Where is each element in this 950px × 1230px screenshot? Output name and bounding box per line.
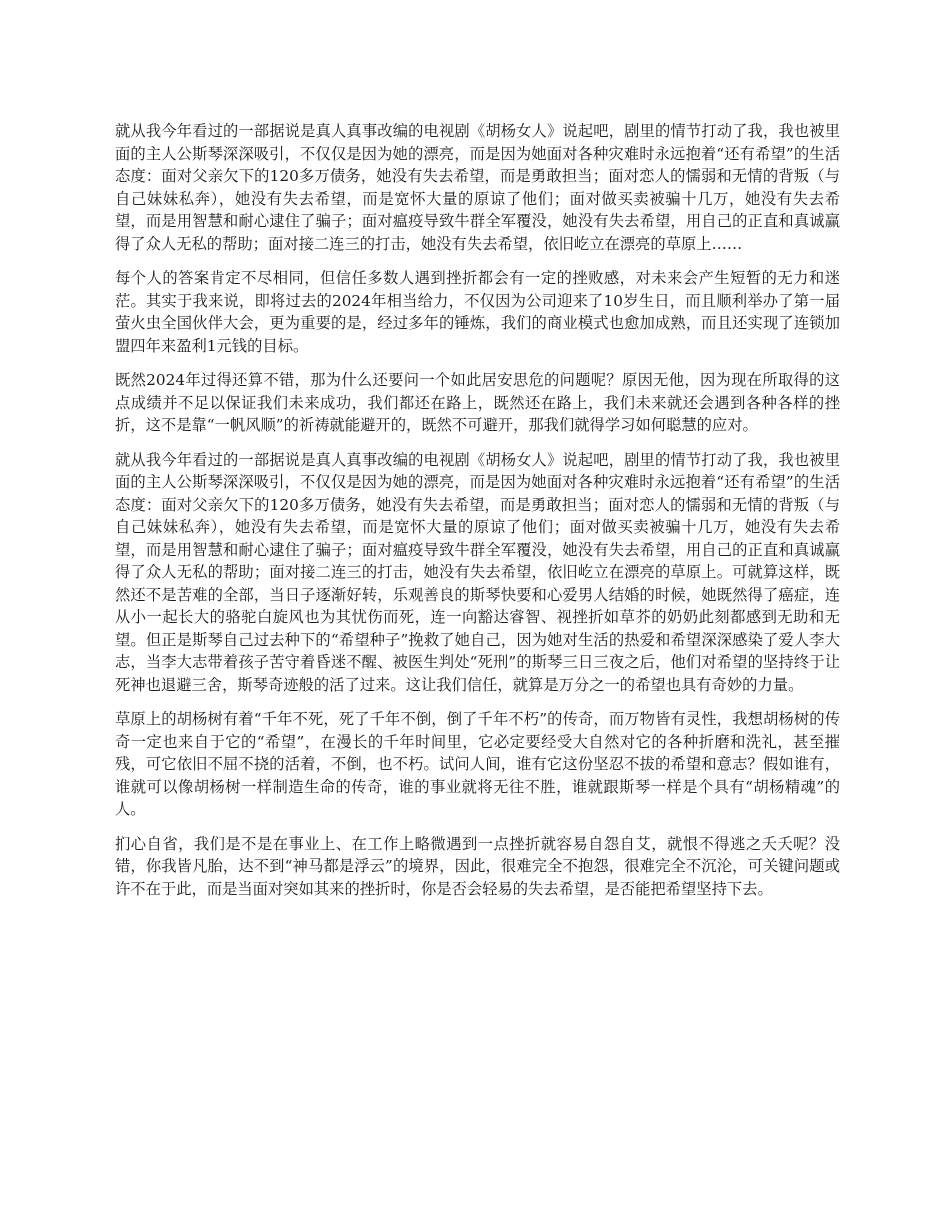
paragraph-2: 每个人的答案肯定不尽相同，但信任多数人遇到挫折都会有一定的挫败感，对未来会产生短暂的无力和迷茫。其实于我来说，即将过去的2024年相当给力，不仅因为公司迎来了10岁生日，而且顺利举办了第一届萤火虫全国伙伴大会，更为重要的是，经过多年的锤炼，我们的商业模式也愈加成熟，而且还实现了连锁加盟四年来盈利1元钱的目标。 (115, 269, 840, 355)
paragraph-6: 扪心自省，我们是不是在事业上、在工作上略微遇到一点挫折就容易自怨自艾，就恨不得逃之夭夭呢？没错，你我皆凡胎，达不到“神马都是浮云”的境界，因此，很难完全不抱怨，很难完全不沉沦，可关键问题或许不在于此，而是当面对突如其来的挫折时，你是否会轻易的失去希望，是否能把希望坚持下去。 (115, 834, 840, 898)
paragraph-4: 就从我今年看过的一部据说是真人真事改编的电视剧《胡杨女人》说起吧，剧里的情节打动了我，我也被里面的主人公斯琴深深吸引，不仅仅是因为她的漂亮，而是因为她面对各种灾难时永远抱着“还有希望”的生活态度：面对父亲欠下的120多万债务，她没有失去希望，而是勇敢担当；面对恋人的懦弱和无情的背叛（与自己妹妹私奔），她没有失去希望，而是宽怀大量的原谅了他们；面对做买卖被骗十几万，她没有失去希望，而是用智慧和耐心逮住了骗子；面对瘟疫导致牛群全军覆没，她没有失去希望，用自己的正直和真诚赢得了众人无私的帮助；面对接二连三的打击，她没有失去希望，依旧屹立在漂亮的草原上。可就算这样，既然还不是苦难的全部，当日子逐渐好转，乐观善良的斯琴快要和心爱男人结婚的时候，她既然得了癌症，连从小一起长大的骆驼白旋风也为其忧伤而死，连一向豁达睿智、视挫折如草芥的奶奶此刻都感到无助和无望。但正是斯琴自己过去种下的“希望种子”挽救了她自己，因为她对生活的热爱和希望深深感染了爱人李大志，当李大志带着孩子苦守着昏迷不醒、被医生判处“死刑”的斯琴三日三夜之后，他们对希望的坚持终于让死神也退避三舍，斯琴奇迹般的活了过来。这让我们信任，就算是万分之一的希望也具有奇妙的力量。 (115, 450, 840, 694)
paragraph-5: 草原上的胡杨树有着“千年不死，死了千年不倒，倒了千年不朽”的传奇，而万物皆有灵性，我想胡杨树的传奇一定也来自于它的“希望”，在漫长的千年时间里，它必定要经受大自然对它的各种折磨和洗礼，甚至摧残，可它依旧不屈不挠的活着，不倒，也不朽。试问人间，谁有它这份坚忍不拔的希望和意志？假如谁有，谁就可以像胡杨树一样制造生命的传奇，谁的事业就将无往不胜，谁就跟斯琴一样是个具有“胡杨精魂”的人。 (115, 710, 840, 818)
paragraph-3: 既然2024年过得还算不错，那为什么还要问一个如此居安思危的问题呢？原因无他，因为现在所取得的这点成绩并不足以保证我们未来成功，我们都还在路上，既然还在路上，我们未来就还会遇到各种各样的挫折，这不是靠“一帆风顺”的祈祷就能避开的，既然不可避开，那我们就得学习如何聪慧的应对。 (115, 371, 840, 434)
document-body (115, 120, 840, 912)
paragraph-1: 就从我今年看过的一部据说是真人真事改编的电视剧《胡杨女人》说起吧，剧里的情节打动了我，我也被里面的主人公斯琴深深吸引，不仅仅是因为她的漂亮，而是因为她面对各种灾难时永远抱着“还有希望”的生活态度：面对父亲欠下的120多万债务，她没有失去希望，而是勇敢担当；面对恋人的懦弱和无情的背叛（与自己妹妹私奔），她没有失去希望，而是宽怀大量的原谅了他们；面对做买卖被骗十几万，她没有失去希望，而是用智慧和耐心逮住了骗子；面对瘟疫导致牛群全军覆没，她没有失去希望，用自己的正直和真诚赢得了众人无私的帮助；面对接二连三的打击，她没有失去希望，依旧屹立在漂亮的草原上…… (115, 122, 840, 253)
